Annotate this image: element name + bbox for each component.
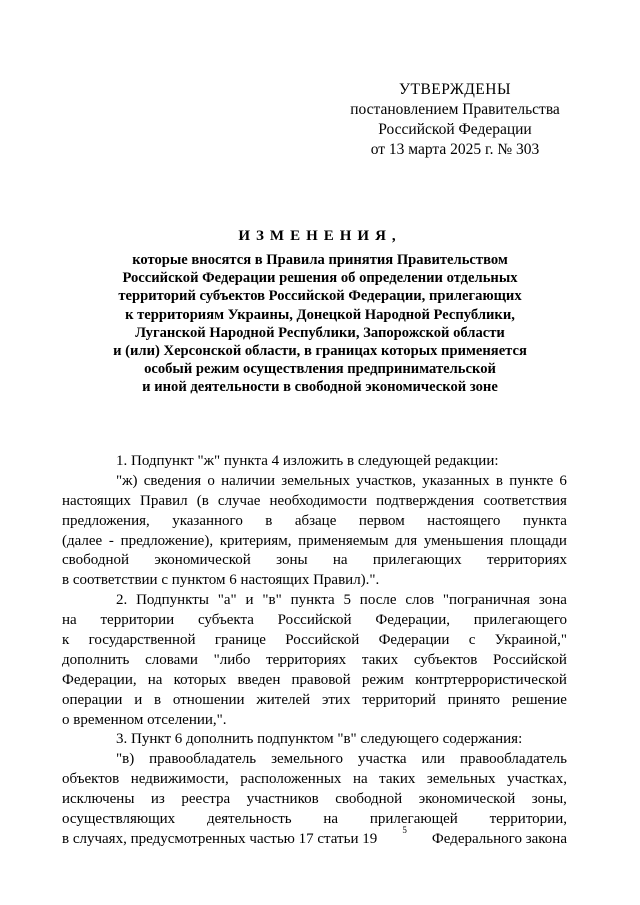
word: с [468, 632, 476, 649]
word: правовой [291, 671, 351, 688]
word: в [265, 512, 273, 529]
approval-line: Российской Федерации [378, 121, 532, 138]
paragraph-line [62, 750, 567, 770]
word: Российской [285, 632, 360, 649]
paragraph-line [62, 631, 567, 651]
word: прилегающих [372, 552, 462, 569]
word: операции [62, 691, 123, 708]
paragraph-line [62, 492, 567, 512]
word: недвижимости, [130, 771, 229, 788]
word: территориях [486, 552, 567, 569]
word: контртеррористической [415, 671, 567, 688]
word: указанных [422, 472, 490, 489]
paragraph-line [62, 551, 567, 571]
word: деятельность [206, 811, 292, 828]
word: "ж) [116, 472, 138, 489]
word: границе [214, 632, 266, 649]
law-reference-text: в случаях, предусмотренных частью 17 статьи 19 [62, 830, 378, 847]
word: свободной [335, 791, 403, 808]
word: пункта [522, 512, 567, 529]
word: решение [511, 691, 567, 708]
word: зоны [276, 552, 308, 569]
word: пункта [290, 592, 335, 609]
word: Украиной," [494, 632, 567, 649]
word: абзаце [294, 512, 337, 529]
paragraph-line [62, 651, 567, 671]
word: необходимости [269, 492, 368, 509]
word: настоящего [427, 512, 501, 529]
word: "пограничная [442, 592, 531, 609]
word: на [352, 771, 368, 788]
word: Российской [277, 612, 352, 629]
word: земельных [281, 472, 350, 489]
word: на [332, 552, 348, 569]
word: этих [321, 691, 351, 708]
word: территории, [489, 811, 567, 828]
word: субъектов [413, 651, 478, 668]
word: режим [361, 671, 404, 688]
word: субъекта [197, 612, 254, 629]
word: (далее [62, 532, 103, 549]
word: 5 [343, 592, 351, 609]
word: участков, [356, 472, 416, 489]
word: "в" [262, 592, 282, 609]
word: из [150, 791, 165, 808]
word: Федерации, [62, 671, 137, 688]
paragraph-line [62, 532, 567, 552]
word: Правил [140, 492, 188, 509]
word: настоящих [62, 492, 131, 509]
paragraph-line [62, 671, 567, 691]
word: к [62, 632, 70, 649]
word: правообладатель [459, 751, 567, 768]
word: экономической [154, 552, 251, 569]
word: "либо [213, 651, 251, 668]
word: или [421, 751, 446, 768]
word: таких [379, 771, 416, 788]
law-reference-tail: Федерального закона [431, 830, 567, 847]
word: правообладатель [149, 751, 257, 768]
document-title: ИЗМЕНЕНИЯ, [238, 228, 402, 244]
paragraph-line [62, 472, 567, 492]
document-subtitle [80, 251, 560, 397]
subtitle-line: территорий субъектов Российской Федерации, прилегающих [118, 288, 522, 305]
approval-line: от 13 марта 2025 г. № 303 [370, 141, 540, 158]
word: таких [361, 651, 399, 668]
paragraph-line [62, 611, 567, 631]
word: Подпункты [136, 592, 209, 609]
word: территории [100, 612, 175, 629]
word: введен [237, 671, 281, 688]
word: участка [357, 751, 407, 768]
word: (в [196, 492, 209, 509]
word: наличии [221, 472, 276, 489]
subtitle-line: Луганской Народной Республики, Запорожской области [135, 324, 505, 341]
word: подтверждения [376, 492, 475, 509]
word: Федерации, [375, 612, 450, 629]
word: в [495, 472, 504, 489]
word: - [108, 532, 114, 549]
word: 2. [116, 592, 128, 609]
subtitle-line: к территориям Украины, Донецкой Народной Республики, [125, 306, 515, 323]
word: предложение), [120, 532, 214, 549]
paragraph-line [62, 591, 567, 611]
word: применяемым [298, 532, 389, 549]
word: "а" [217, 592, 237, 609]
word: "в) [116, 751, 135, 768]
word: исключены [62, 791, 135, 808]
word: предложения, [62, 512, 150, 529]
word: участках, [507, 771, 567, 788]
word: и [134, 691, 143, 708]
document-body [62, 452, 567, 850]
word: территорий [362, 691, 436, 708]
paragraph-line: 3. Пункт 6 дополнить подпунктом "в" следующего содержания: [116, 731, 523, 748]
word: реестра [181, 791, 231, 808]
paragraph-line [62, 770, 567, 790]
word: на [62, 612, 77, 629]
word: словами [145, 651, 198, 668]
word: расположенных [240, 771, 342, 788]
word: жителей [256, 691, 311, 708]
paragraph-line: 1. Подпункт "ж" пункта 4 изложить в следующей редакции: [116, 453, 499, 469]
paragraph-line [62, 691, 567, 711]
word: прилегающей [369, 811, 458, 828]
word: Федерации [378, 632, 450, 649]
word: Российской [493, 651, 567, 668]
word: на [147, 671, 163, 688]
word: после [359, 592, 397, 609]
word: критериям, [219, 532, 292, 549]
paragraph-line: в соответствии с пунктом 6 настоящих Правил).". [62, 572, 380, 589]
word: земельных [426, 771, 496, 788]
word: для [395, 532, 418, 549]
approval-heading: УТВЕРЖДЕНЫ [399, 81, 511, 98]
word: уменьшения [423, 532, 504, 549]
word: свободной [62, 552, 130, 569]
paragraph-line [62, 512, 567, 532]
word: в [154, 691, 162, 708]
subtitle-line: и иной деятельности в свободной экономической зоне [142, 379, 498, 396]
subtitle-line: Российской Федерации решения об определении отдельных [122, 270, 518, 287]
word: дополнить [62, 651, 130, 668]
word: земельного [271, 751, 343, 768]
word: о [207, 472, 215, 489]
paragraph-line-last [62, 824, 567, 850]
subtitle-line: которые вносятся в Правила принятия Правительством [132, 252, 508, 268]
word: экономической [418, 791, 516, 808]
word: сведения [143, 472, 202, 489]
approval-block [340, 80, 570, 160]
word: территориях [266, 651, 347, 668]
word: первом [358, 512, 405, 529]
approval-line: постановлением Правительства [350, 101, 560, 118]
word: принято [447, 691, 501, 708]
word: пункте [509, 472, 554, 489]
word: зоны, [531, 791, 567, 808]
subtitle-line: особый режим осуществления предпринимательской [144, 361, 496, 378]
paragraph-line: о временном отселении,". [62, 711, 227, 728]
word: площади [510, 532, 567, 549]
word: зона [538, 592, 567, 609]
word: и [245, 592, 254, 609]
word: случае [217, 492, 261, 509]
word: соответствия [483, 492, 567, 509]
paragraph-line [62, 790, 567, 810]
paragraph-line [62, 810, 567, 830]
subtitle-line: и (или) Херсонской области, в границах которых применяется [113, 343, 527, 360]
word: объектов [62, 771, 120, 788]
word: которых [173, 671, 227, 688]
word: на [323, 811, 339, 828]
word: государственной [88, 632, 196, 649]
word: участников [246, 791, 319, 808]
word: отношении [172, 691, 245, 708]
article-superscript: 5 [402, 824, 407, 835]
word: осуществляющих [62, 811, 176, 828]
word: 6 [559, 472, 567, 489]
word: слов [405, 592, 435, 609]
word: указанного [172, 512, 243, 529]
word: прилегающего [473, 612, 567, 629]
